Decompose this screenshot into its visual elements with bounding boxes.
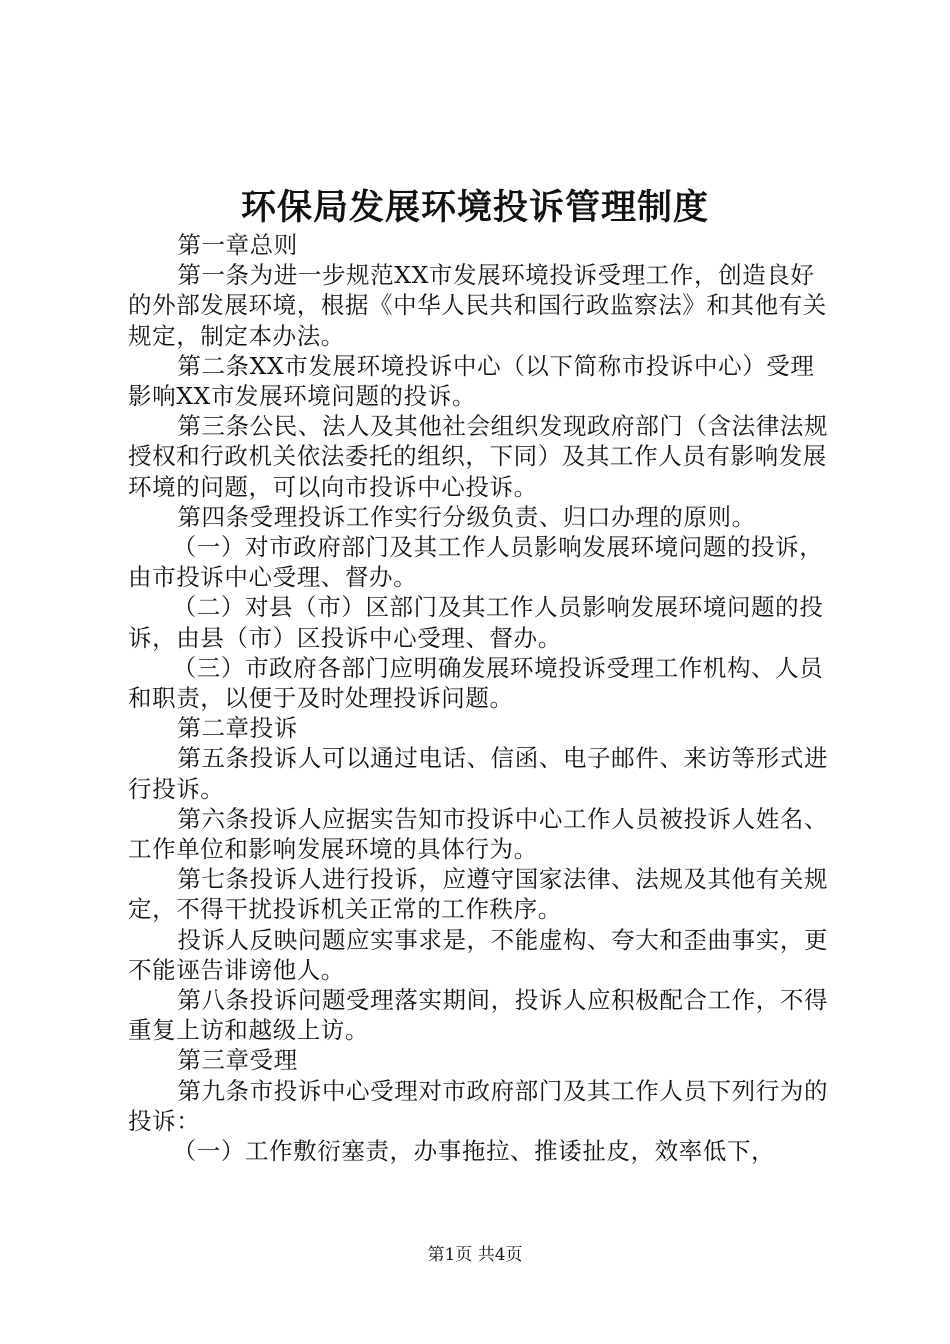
article-paragraph: 第三条公民、法人及其他社会组织发现政府部门（含法律法规授权和行政机关依法委托的组织，下同）及其工作人员有影响发展环境的问题，可以向市投诉中心投诉。	[128, 412, 829, 501]
article-paragraph: 第五条投诉人可以通过电话、信函、电子邮件、来访等形式进行投诉。	[128, 744, 829, 803]
article-paragraph: 第七条投诉人进行投诉，应遵守国家法律、法规及其他有关规定，不得干扰投诉机关正常的工作秩序。	[128, 865, 829, 924]
chapter-heading: 第一章总则	[177, 231, 298, 259]
sub-item-paragraph: （一）工作敷衍塞责，办事拖拉、推诿扯皮，效率低下，	[172, 1137, 776, 1166]
article-paragraph: 第八条投诉问题受理落实期间，投诉人应积极配合工作，不得重复上访和越级上访。	[128, 986, 829, 1045]
article-paragraph: 投诉人反映问题应实事求是，不能虚构、夸大和歪曲事实，更不能诬告诽谤他人。	[128, 925, 829, 984]
chapter-heading: 第三章受理	[177, 1046, 298, 1075]
article-paragraph: 第一条为进一步规范XX市发展环境投诉受理工作，创造良好的外部发展环境，根据《中华人民共和国行政监察法》和其他有关规定，制定本办法。	[128, 261, 827, 350]
document-title: 环保局发展环境投诉管理制度	[240, 187, 709, 228]
sub-item-paragraph: （一）对市政府部门及其工作人员影响发展环境问题的投诉，由市投诉中心受理、督办。	[128, 533, 824, 592]
article-paragraph: 第九条市投诉中心受理对市政府部门及其工作人员下列行为的投诉：	[128, 1076, 829, 1135]
sub-item-paragraph: （二）对县（市）区部门及其工作人员影响发展环境问题的投诉，由县（市）区投诉中心受理、督办。	[128, 593, 824, 652]
article-paragraph: 第二条XX市发展环境投诉中心（以下简称市投诉中心）受理影响XX市发展环境问题的投诉。	[128, 351, 815, 411]
document-body	[128, 230, 838, 1166]
chapter-heading: 第二章投诉	[177, 714, 298, 743]
article-paragraph: 第六条投诉人应据实告知市投诉中心工作人员被投诉人姓名、工作单位和影响发展环境的具体行为。	[128, 804, 829, 864]
page-number-footer: 第1页 共4页	[427, 1245, 523, 1265]
sub-item-paragraph: （三）市政府各部门应明确发展环境投诉受理工作机构、人员和职责，以便于及时处理投诉问题。	[128, 653, 824, 713]
article-paragraph: 第四条受理投诉工作实行分级负责、归口办理的原则。	[177, 502, 756, 531]
